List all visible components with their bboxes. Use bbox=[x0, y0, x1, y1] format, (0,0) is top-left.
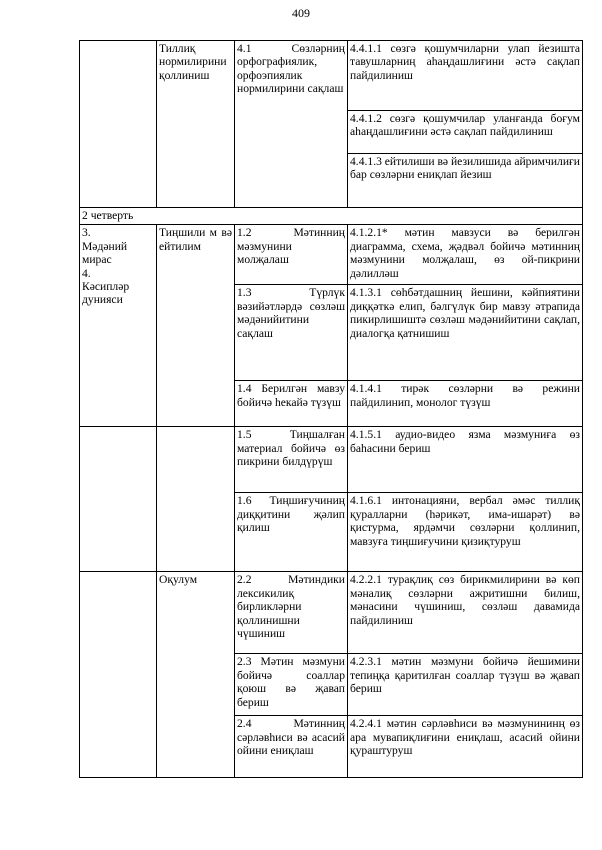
goal-cell: 1.4 Берилгән мавзу бойичә һекайә түзүш bbox=[235, 381, 348, 427]
objective-cell: 4.1.2.1* мәтин мавзуси вә берилгән диаграмма, схема, җәдвәл бойичә мәтинниң мәзмунини молҗалаш, өз ой-пикрини дәлилләш bbox=[348, 225, 583, 285]
objective-cell: 4.2.4.1 мәтин сәрләвһиси вә мәзмунининң өз ара мувапиқлиғини ениқлаш, асасий ойини қураштуруш bbox=[348, 716, 583, 778]
skill-cell: Оқулум bbox=[157, 572, 235, 778]
theme-cell bbox=[80, 572, 157, 778]
objective-cell: 4.1.3.1 сөһбәтдашниң йешини, кәйпиятини диққәткә елип, бәлгүлүк бир мавзу әтрапида пикирлишиштә сөзләш мәдәнийитини сақлап, диалогқа қатнишиш bbox=[348, 285, 583, 381]
page-number: 409 bbox=[292, 6, 310, 20]
goal-cell: 1.3 Түрлүк вәзийәтләрдә сөзләш мәдәнийитини сақлаш bbox=[235, 285, 348, 381]
goal-cell: 1.6 Тиңшиғучиниң диққитини җәлип қилиш bbox=[235, 493, 348, 572]
quarter-label: 2 четверть bbox=[80, 208, 583, 225]
table-row bbox=[80, 41, 583, 111]
skill-cell bbox=[157, 427, 235, 572]
theme-cell: 3. Мәдәний мирас 4. Кәсипләр дунияси bbox=[80, 225, 157, 427]
skill-cell: Тиллиқ нормилирини қоллиниш bbox=[157, 41, 235, 208]
objective-cell: 4.4.1.1 сөзгә қошумчиларни улап йезишта тавушларниң аһаңдашлиғини әстә сақлап пайдилиниш bbox=[348, 41, 583, 111]
objective-cell: 4.1.5.1 аудио-видео язма мәзмуниға өз баһасини бериш bbox=[348, 427, 583, 493]
goal-cell: 2.3 Мәтин мәзмуни бойичә соаллар қоюш вә җавап бериш bbox=[235, 654, 348, 716]
objective-cell: 4.4.1.2 сөзгә қошумчилар уланғанда боғум аһаңдашлиғини әстә сақлап пайдилиниш bbox=[348, 111, 583, 154]
objective-cell: 4.1.6.1 интонацияни, вербал әмәс тиллиқ қуралларни (һәрикәт, има-ишарәт) вә қистурма, ярдәмчи сөзләрни қоллинип, мавзуға тиңшиғучини қизиқтуруш bbox=[348, 493, 583, 572]
goal-cell: 4.1 Сөзләрниң орфографиялик, орфоэпиялик нормилирини сақлаш bbox=[235, 41, 348, 208]
table-row bbox=[80, 427, 583, 493]
table-row bbox=[80, 225, 583, 285]
table-row bbox=[80, 572, 583, 654]
curriculum-table bbox=[79, 40, 583, 778]
objective-cell: 4.2.3.1 мәтин мәзмуни бойичә йешимини тепиңқа қаритилған соаллар түзүш вә җавап бериш bbox=[348, 654, 583, 716]
goal-cell: 2.2 Мәтиндики лексикилиқ бирликләрни қоллинишни чүшиниш bbox=[235, 572, 348, 654]
skill-cell: Тиңшили м вә ейтилим bbox=[157, 225, 235, 427]
quarter-row bbox=[80, 208, 583, 225]
goal-cell: 1.2 Мәтинниң мәзмунини молҗалаш bbox=[235, 225, 348, 285]
section-cell bbox=[80, 41, 157, 208]
objective-cell: 4.4.1.3 ейтилиши вә йезилишида айримчилиғи бар сөзләрни ениқлап йезиш bbox=[348, 154, 583, 208]
objective-cell: 4.2.2.1 турақлиқ сөз бирикмилирини вә көп мәналиқ сөзләрни ажритишни билиш, мәнасини чүшиниш, сөзләш давамида пайдилиниш bbox=[348, 572, 583, 654]
objective-cell: 4.1.4.1 тирәк сөзләрни вә режини пайдилинип, монолог түзүш bbox=[348, 381, 583, 427]
goal-cell: 1.5 Тиңшалған материал бойичә өз пикрини билдүрүш bbox=[235, 427, 348, 493]
theme-cell bbox=[80, 427, 157, 572]
goal-cell: 2.4 Мәтинниң сәрләвһиси вә асасий ойини ениқлаш bbox=[235, 716, 348, 778]
